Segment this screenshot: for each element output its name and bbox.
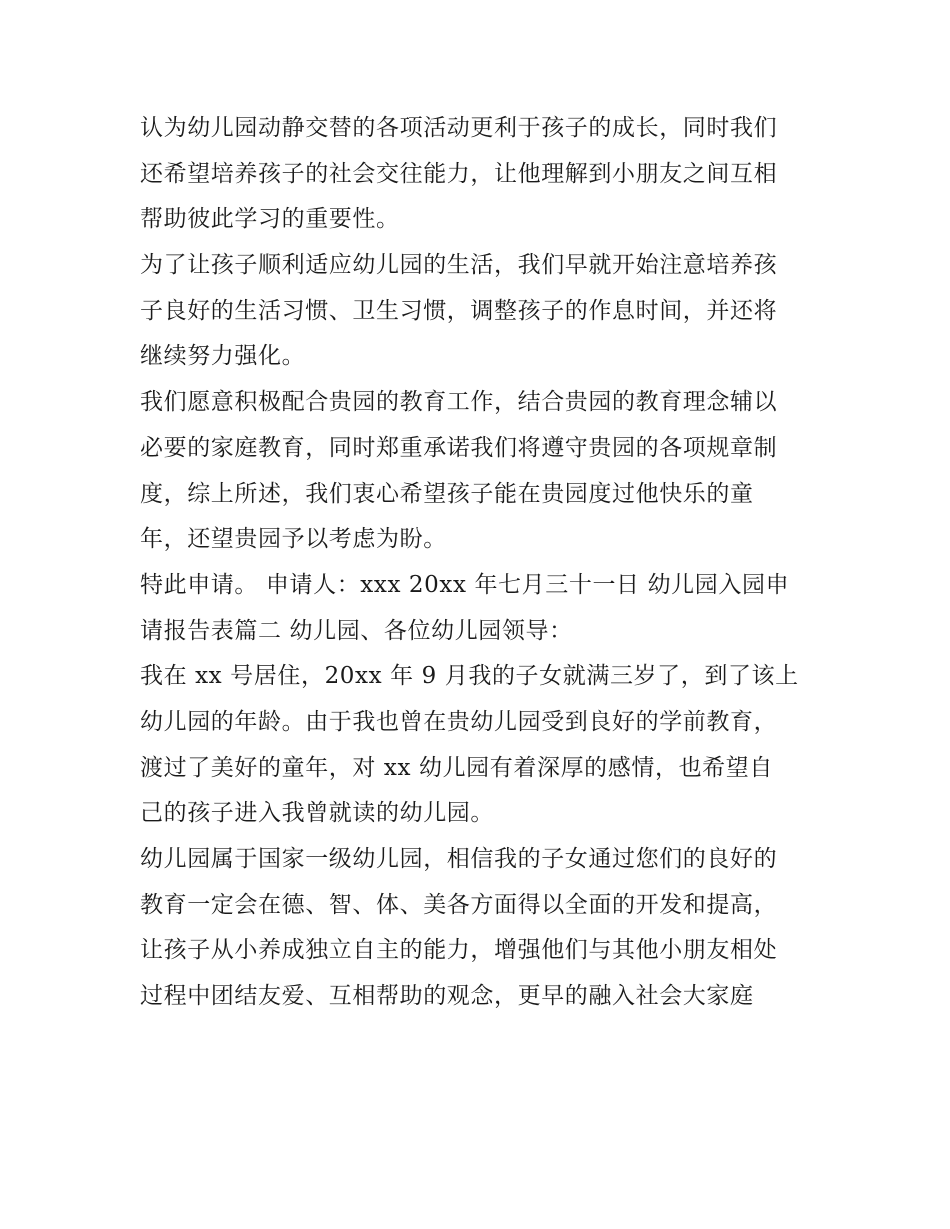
- text-line: 渡过了美好的童年，对 xx 幼儿园有着深厚的感情，也希望自: [140, 754, 773, 781]
- text-line: 特此申请。 申请人：xxx 20xx 年七月三十一日 幼儿园入园申: [140, 571, 790, 598]
- text-line: 度，综上所述，我们衷心希望孩子能在贵园度过他快乐的童: [140, 480, 754, 507]
- text-line: 还希望培养孩子的社会交往能力，让他理解到小朋友之间互相: [140, 160, 778, 187]
- text-line: 请报告表篇二 幼儿园、各位幼儿园领导：: [140, 617, 573, 644]
- text-line: 教育一定会在德、智、体、美各方面得以全面的开发和提高，: [140, 891, 778, 918]
- text-line: 帮助彼此学习的重要性。: [140, 206, 400, 233]
- document-body: [140, 106, 820, 1020]
- text-line: 我在 xx 号居住，20xx 年 9 月我的子女就满三岁了，到了该上: [140, 663, 799, 690]
- text-line: 幼儿园属于国家一级幼儿园，相信我的子女通过您们的良好的: [140, 846, 778, 872]
- text-line: 年，还望贵园予以考虑为盼。: [140, 526, 447, 553]
- text-line: 过程中团结友爱、互相帮助的观念，更早的融入社会大家庭: [140, 983, 754, 1010]
- text-line: 我们愿意积极配合贵园的教育工作，结合贵园的教育理念辅以: [140, 389, 778, 416]
- text-line: 必要的家庭教育，同时郑重承诺我们将遵守贵园的各项规章制: [140, 434, 778, 461]
- text-line: 让孩子从小养成独立自主的能力，增强他们与其他小朋友相处: [140, 937, 778, 964]
- text-line: 幼儿园的年龄。由于我也曾在贵幼儿园受到良好的学前教育，: [140, 708, 778, 735]
- text-line: 继续努力强化。: [140, 343, 306, 370]
- text-line: 己的孩子进入我曾就读的幼儿园。: [140, 800, 494, 827]
- text-line: 子良好的生活习惯、卫生习惯，调整孩子的作息时间，并还将: [140, 297, 778, 324]
- text-line: 为了让孩子顺利适应幼儿园的生活，我们早就开始注意培养孩: [140, 252, 778, 279]
- text-line: 认为幼儿园动静交替的各项活动更利于孩子的成长，同时我们: [140, 115, 778, 141]
